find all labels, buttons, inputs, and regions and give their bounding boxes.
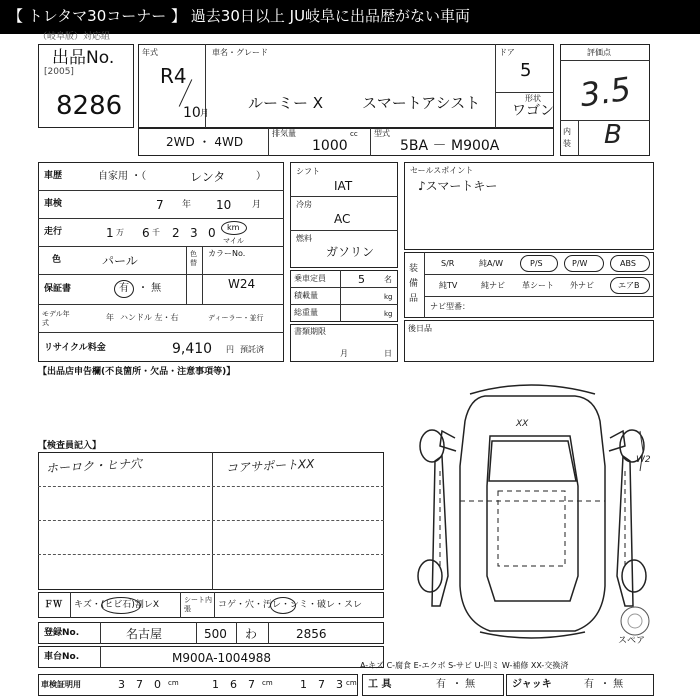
displacement-label: 排気量 <box>272 129 296 138</box>
lot-label: 出品No. <box>52 48 115 68</box>
car-grade: スマートアシスト <box>362 94 481 112</box>
ac-label: 冷房 <box>296 200 312 209</box>
fw-label: ＦＷ <box>44 600 63 610</box>
mileage-digit-1: 1 <box>106 226 114 240</box>
mileage-mile: マイル <box>223 237 244 245</box>
registration-date-month: 月 <box>340 349 348 358</box>
fw-chip-circle <box>101 597 141 614</box>
plate-city: 名古屋 <box>126 627 163 641</box>
fw-items: キズ・(ヒビ石)割レX <box>74 600 160 610</box>
fw-seat-label: シート内張 <box>184 596 212 613</box>
diagram-side-note: W2 <box>636 455 651 465</box>
drive-value: 2WD ・ 4WD <box>166 135 244 149</box>
mileage-km: km <box>227 223 240 232</box>
equip-ps: P/S <box>530 259 543 268</box>
color-code: W24 <box>228 277 256 291</box>
equip-pw: P/W <box>572 259 588 268</box>
declaration-label: 【出品店申告欄(不良箇所・欠品・注意事項等)】 <box>38 367 236 377</box>
model-year-handle: ハンドル 左・右 <box>120 313 179 322</box>
equip-sr: S/R <box>441 259 455 268</box>
gross-unit: kg <box>384 310 393 318</box>
year-label: 年式 <box>142 48 158 57</box>
tools-yes: 有 <box>436 679 446 690</box>
history-label: 車歴 <box>44 171 63 181</box>
color-value: パール <box>102 254 138 268</box>
doors-value: 5 <box>520 60 532 81</box>
certificate-box <box>38 674 358 696</box>
cert-d1: 3 <box>118 678 125 691</box>
displacement-value: 1000 <box>312 138 348 154</box>
equip-nav: 純ナビ <box>481 281 505 290</box>
capacity-unit: 名 <box>384 275 392 284</box>
load-unit: kg <box>384 293 393 301</box>
plate-label: 登録No. <box>44 628 80 638</box>
inspector-note-1: ホーロク・ヒナ穴 <box>45 456 143 476</box>
doors-label: ドア <box>499 48 515 57</box>
cert-d5: 6 <box>230 678 237 691</box>
spare-label: スペア <box>618 636 646 646</box>
load-label: 積載量 <box>294 291 318 300</box>
body-type-value: ワゴン <box>512 103 554 119</box>
model-year-dealer: ディーラー・並行 <box>208 314 264 322</box>
ac-value: AC <box>334 212 351 226</box>
registration-date-day: 日 <box>384 349 392 358</box>
warranty-no: ・ 無 <box>138 283 162 294</box>
history-close: ） <box>256 171 266 182</box>
mileage-sen: 千 <box>152 228 160 237</box>
fuel-label: 燃料 <box>296 234 312 243</box>
cert-d8: 7 <box>318 678 325 691</box>
cert-d9: 3 <box>336 678 343 691</box>
cert-d7: 1 <box>300 678 307 691</box>
color-code-label: カラーNo. <box>208 249 246 258</box>
score-label: 評価点 <box>587 48 611 57</box>
fuel-value: ガソリン <box>326 245 375 259</box>
cert-unit-1: cm <box>168 679 179 687</box>
year-month: 10 <box>183 105 201 121</box>
warranty-label: 保証書 <box>44 284 72 294</box>
color-label: 色 <box>52 255 62 265</box>
equip-alloy: 純A/W <box>479 259 504 268</box>
equip-abs: ABS <box>620 259 636 268</box>
shift-value: IAT <box>334 179 353 193</box>
shift-label: シフト <box>296 167 320 176</box>
model-value: 5BA － M900A <box>400 138 500 154</box>
cert-d2: 7 <box>136 678 143 691</box>
inspection-month: 10 <box>216 198 232 212</box>
car-damage-diagram <box>400 376 690 646</box>
model-label: 型式 <box>374 129 390 138</box>
cert-d6: 7 <box>248 678 255 691</box>
body-type-label: 形状 <box>525 94 541 103</box>
equip-airbag: エアB <box>618 281 640 290</box>
car-label: 車名・グレード <box>212 48 268 57</box>
sales-point-box <box>404 162 654 250</box>
lot-number: 8286 <box>56 91 123 121</box>
model-year-year: 年 <box>106 313 114 322</box>
banner-text: 【 トレタマ30コーナー 】 過去30日以上 JU岐阜に出品歴がない車両 <box>8 7 471 25</box>
tools-label: 工 具 <box>368 679 392 690</box>
plate-class: 500 <box>204 627 227 641</box>
equip-tv: 純TV <box>439 281 458 290</box>
venue-label: （岐阜版）対応組 <box>38 32 111 42</box>
warranty-yes: 有 <box>119 283 129 294</box>
diagram-mark: XX <box>516 419 529 429</box>
capacity-label: 乗車定員 <box>294 274 326 283</box>
gross-label: 総重量 <box>294 308 318 317</box>
mileage-digit-5: 0 <box>208 226 216 240</box>
jack-no: ・ 無 <box>600 679 624 690</box>
inspection-year-unit: 年 <box>182 200 192 210</box>
chassis-label: 車台No. <box>44 652 80 662</box>
recycle-unit: 円 <box>226 345 234 354</box>
jack-label: ジャッキ <box>512 679 552 690</box>
mileage-digit-2: 6 <box>142 226 150 240</box>
interior-label: 内装 <box>563 127 571 148</box>
registration-date-label: 書類期限 <box>294 327 326 336</box>
interior-value: B <box>604 120 622 150</box>
inspector-label: 【検査員記入】 <box>38 441 102 451</box>
recycle-value: 9,410 <box>172 341 213 357</box>
car-name: ルーミー X <box>248 94 324 112</box>
cert-unit-3: cm <box>346 679 357 687</box>
equip-ext-nav: 外ナビ <box>570 281 594 290</box>
plate-number: 2856 <box>296 627 327 641</box>
equipment-label: 装備品 <box>409 264 419 304</box>
arrival-box <box>404 320 654 362</box>
cert-d4: 1 <box>212 678 219 691</box>
displacement-unit: cc <box>350 130 358 138</box>
mileage-digit-4: 3 <box>190 226 198 240</box>
tools-no: ・ 無 <box>452 679 476 690</box>
history-private: 自家用 ・（ <box>98 171 147 182</box>
year-month-unit: 月 <box>200 109 210 119</box>
inspection-year: 7 <box>156 198 164 212</box>
color-change-label: 色替 <box>190 250 197 267</box>
history-value: レンタ <box>190 170 226 184</box>
sales-point-label: セールスポイント <box>410 166 474 175</box>
sales-point-value: ♪スマートキー <box>418 179 498 193</box>
cert-d3: 0 <box>154 678 161 691</box>
arrival-label: 後日品 <box>408 324 432 333</box>
chassis-value: M900A-1004988 <box>172 651 271 665</box>
inspection-label: 車検 <box>44 199 63 209</box>
lot-stamp: [2005] <box>44 67 74 77</box>
certificate-label: 車検証明用 <box>41 680 81 689</box>
inspector-note-2: コアサポートXX <box>225 456 315 476</box>
mileage-digit-3: 2 <box>172 226 180 240</box>
mileage-man: 万 <box>116 228 124 237</box>
fw-seat-items: コゲ・穴・汚レ・シミ・破レ・スレ <box>218 600 363 610</box>
score-value: 3.5 <box>577 69 634 115</box>
jack-yes: 有 <box>584 679 594 690</box>
model-year-label: モデル年式 <box>42 310 70 327</box>
mileage-label: 走行 <box>44 227 63 237</box>
cert-unit-2: cm <box>262 679 273 687</box>
inspection-month-unit: 月 <box>252 200 262 210</box>
recycle-note: 預託済 <box>240 345 264 354</box>
capacity-value: 5 <box>358 273 365 286</box>
fw-stain-circle <box>270 597 296 614</box>
damage-legend: A-キズ C-腐食 E-エクボ S-サビ U-凹ミ W-補修 XX-交換済 <box>360 661 569 670</box>
year-value: R4 <box>160 64 187 88</box>
plate-kana: わ <box>245 627 258 641</box>
recycle-label: リサイクル料金 <box>44 343 106 353</box>
equip-leather: 革シート <box>522 281 554 290</box>
equip-nav-model: ナビ型番： <box>430 302 470 311</box>
